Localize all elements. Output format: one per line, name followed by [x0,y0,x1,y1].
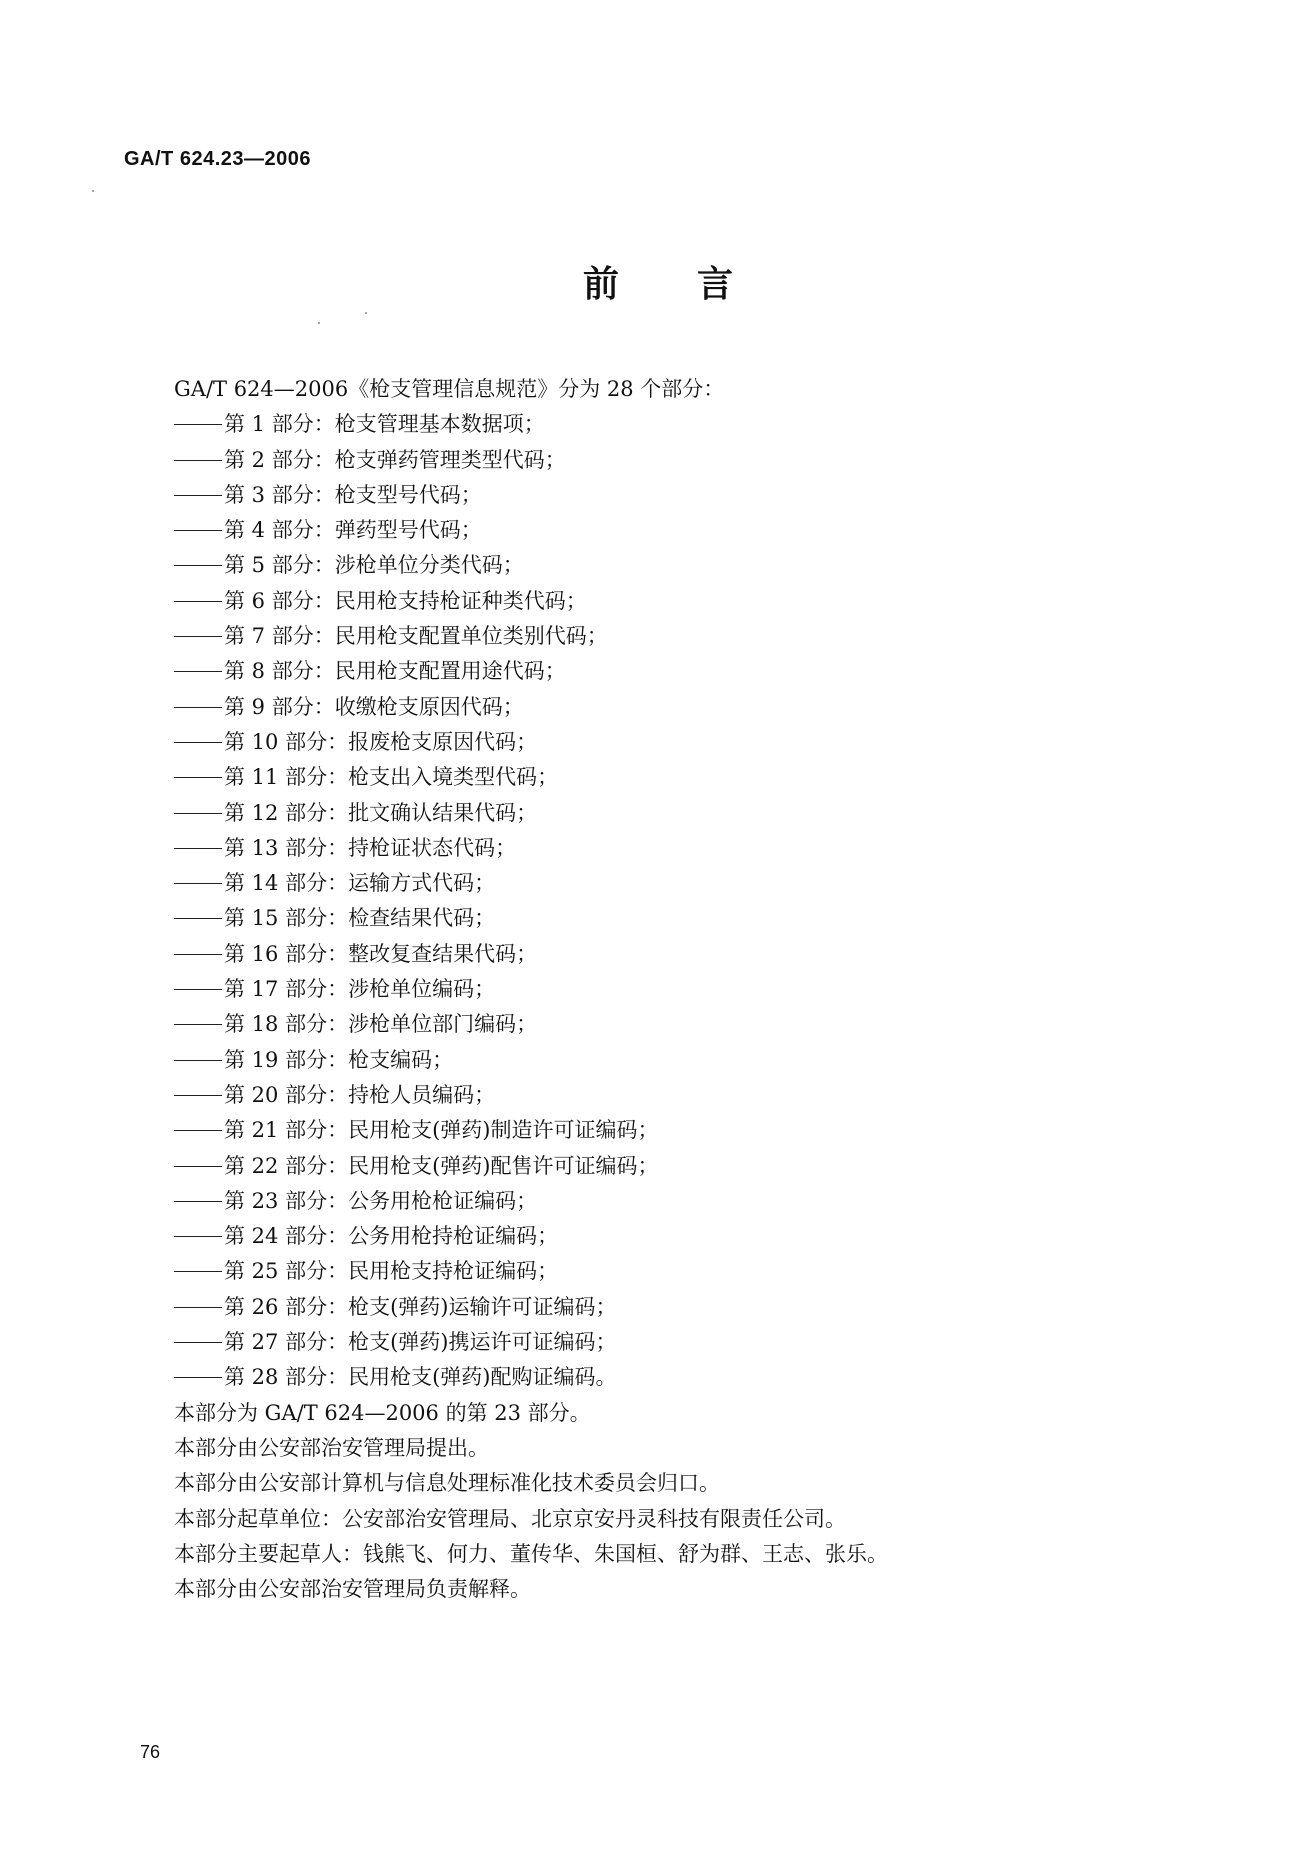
list-item [174,513,1214,548]
scan-speck [318,322,320,324]
em-dash-marker [174,565,222,566]
list-item [174,1254,1214,1289]
list-item-text: 第 11 部分：枪支出入境类型代码； [224,765,559,790]
list-item-text: 第 17 部分：涉枪单位编码； [224,977,496,1002]
list-item-text: 第 4 部分：弹药型号代码； [224,518,482,543]
page-title [0,256,1316,307]
list-item-text: 第 24 部分：公务用枪持枪证编码； [224,1224,559,1249]
list-item-text: 第 18 部分：涉枪单位部门编码； [224,1012,538,1037]
em-dash-marker [174,954,222,955]
list-item-text: 第 20 部分：持枪人员编码； [224,1082,496,1107]
list-item-text: 第 6 部分：民用枪支持枪证种类代码； [224,588,587,613]
em-dash-marker [174,1342,222,1343]
em-dash-marker [174,813,222,814]
list-item-text: 第 19 部分：枪支编码； [224,1047,454,1072]
em-dash-marker [174,1095,222,1096]
list-item [174,1078,1214,1113]
list-item-text: 第 22 部分：民用枪支(弹药)配售许可证编码； [224,1153,659,1178]
list-item [174,1325,1214,1360]
list-item-text: 第 16 部分：整改复查结果代码； [224,941,538,966]
list-item [174,760,1214,795]
list-item [174,407,1214,442]
list-item-text: 第 9 部分：收缴枪支原因代码； [224,694,524,719]
list-item [174,972,1214,1007]
list-item [174,1043,1214,1078]
list-item-text: 第 14 部分：运输方式代码； [224,871,496,896]
list-item [174,584,1214,619]
em-dash-marker [174,918,222,919]
em-dash-marker [174,883,222,884]
list-item-text: 第 23 部分：公务用枪枪证编码； [224,1188,538,1213]
list-item [174,1007,1214,1042]
note-paragraph: 本部分主要起草人：钱熊飞、何力、董传华、朱国桓、舒为群、王志、张乐。 [174,1541,888,1566]
list-item [174,901,1214,936]
list-item-text: 第 28 部分：民用枪支(弹药)配购证编码。 [224,1365,617,1390]
list-item [174,478,1214,513]
list-item-text: 第 2 部分：枪支弹药管理类型代码； [224,447,566,472]
em-dash-marker [174,460,222,461]
list-item-text: 第 5 部分：涉枪单位分类代码； [224,553,524,578]
list-item [174,725,1214,760]
em-dash-marker [174,1377,222,1378]
em-dash-marker [174,1060,222,1061]
list-item [174,619,1214,654]
list-item [174,796,1214,831]
list-item [174,443,1214,478]
page-number: 76 [140,1742,161,1762]
list-item [174,831,1214,866]
title-char-2: 言 [697,264,734,305]
list-item-text: 第 7 部分：民用枪支配置单位类别代码； [224,624,608,649]
list-item [174,937,1214,972]
em-dash-marker [174,1166,222,1167]
em-dash-marker [174,601,222,602]
list-item [174,1290,1214,1325]
em-dash-marker [174,495,222,496]
list-item [174,1113,1214,1148]
list-item-text: 第 15 部分：检查结果代码； [224,906,496,931]
list-item-text: 第 10 部分：报废枪支原因代码； [224,729,538,754]
parts-list [174,407,1214,1395]
em-dash-marker [174,848,222,849]
list-item-text: 第 26 部分：枪支(弹药)运输许可证编码； [224,1294,617,1319]
list-item [174,866,1214,901]
list-item [174,690,1214,725]
em-dash-marker [174,707,222,708]
note-paragraph: 本部分由公安部计算机与信息处理标准化技术委员会归口。 [174,1471,720,1496]
list-item [174,654,1214,689]
em-dash-marker [174,742,222,743]
em-dash-marker [174,1236,222,1237]
list-item-text: 第 13 部分：持枪证状态代码； [224,835,517,860]
standard-code: GA/T 624.23—2006 [124,148,311,170]
notes-list [174,1396,1214,1608]
em-dash-marker [174,424,222,425]
em-dash-marker [174,530,222,531]
list-item-text: 第 1 部分：枪支管理基本数据项； [224,412,545,437]
list-item-text: 第 8 部分：民用枪支配置用途代码； [224,659,566,684]
list-item [174,1149,1214,1184]
foreword-body [174,372,1214,1607]
list-item [174,1360,1214,1395]
list-item-text: 第 21 部分：民用枪支(弹药)制造许可证编码； [224,1118,659,1143]
intro-paragraph: GA/T 624—2006《枪支管理信息规范》分为 28 个部分： [174,377,725,401]
em-dash-marker [174,989,222,990]
em-dash-marker [174,1024,222,1025]
list-item-text: 第 27 部分：枪支(弹药)携运许可证编码； [224,1330,617,1355]
em-dash-marker [174,1307,222,1308]
list-item [174,548,1214,583]
title-char-1: 前 [582,264,619,305]
list-item [174,1184,1214,1219]
em-dash-marker [174,1271,222,1272]
note-paragraph: 本部分由公安部治安管理局负责解释。 [174,1577,531,1602]
em-dash-marker [174,1130,222,1131]
em-dash-marker [174,1201,222,1202]
em-dash-marker [174,636,222,637]
list-item-text: 第 12 部分：批文确认结果代码； [224,800,538,825]
note-paragraph: 本部分起草单位：公安部治安管理局、北京京安丹灵科技有限责任公司。 [174,1506,846,1531]
list-item [174,1219,1214,1254]
scan-speck [365,312,367,314]
note-paragraph: 本部分由公安部治安管理局提出。 [174,1435,489,1460]
list-item-text: 第 3 部分：枪支型号代码； [224,482,482,507]
list-item-text: 第 25 部分：民用枪支持枪证编码； [224,1259,559,1284]
em-dash-marker [174,777,222,778]
scan-speck [92,190,94,192]
note-paragraph: 本部分为 GA/T 624—2006 的第 23 部分。 [174,1400,591,1425]
em-dash-marker [174,671,222,672]
